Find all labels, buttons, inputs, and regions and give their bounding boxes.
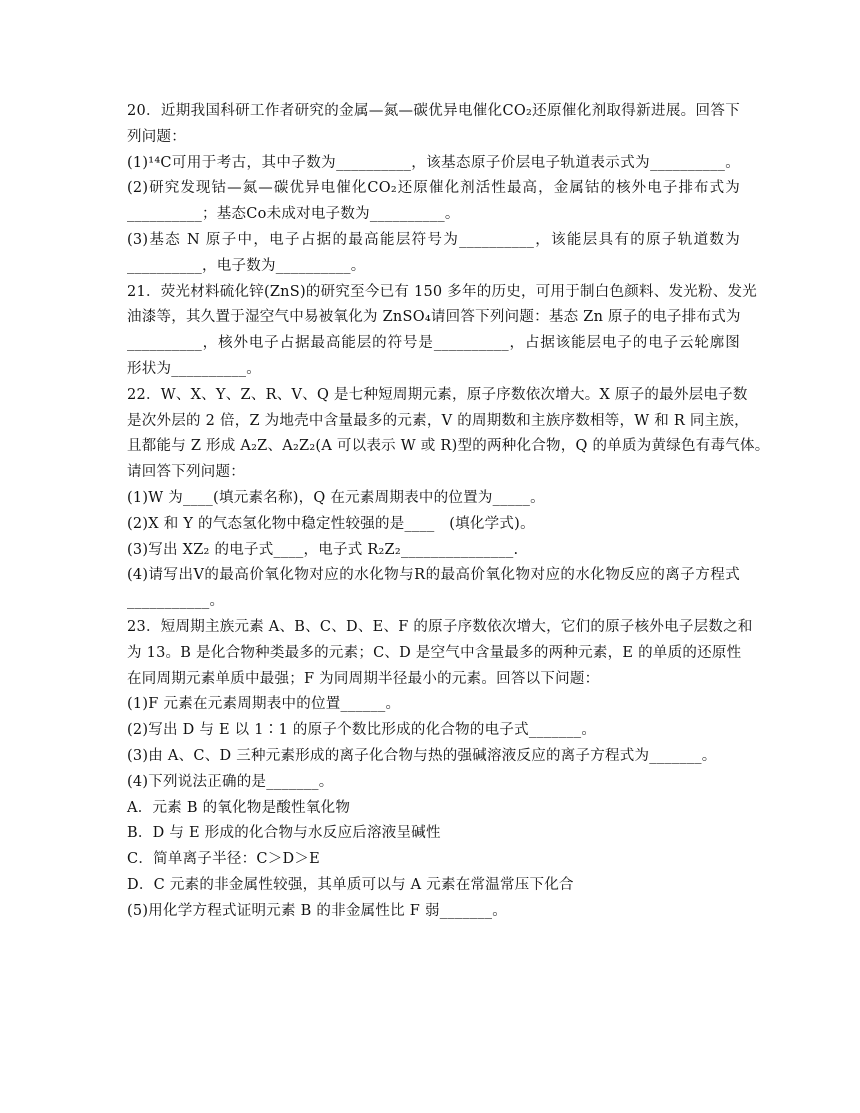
text-line: 22．W、X、Y、Z、R、V、Q 是七种短周期元素，原子序数依次增大。X 原子的最外层电子数 [127, 386, 748, 403]
text-line: (4)请写出V的最高价氧化物对应的水化物与R的最高价氧化物对应的水化物反应的离子方程式 [127, 567, 740, 584]
text-line: 20．近期我国科研工作者研究的金属—氮—碳优异电催化CO₂还原催化剂取得新进展。回答下 [127, 103, 740, 119]
text-line: 为 13。B 是化合物种类最多的元素；C、D 是空气中含量最多的两种元素，E 的单质的还原性 [127, 644, 742, 661]
text-line: 是次外层的 2 倍，Z 为地壳中含量最多的元素，V 的周期数和主族序数相等，W 和 R 同主族， [127, 412, 749, 429]
text-line: 形状为__________。 [127, 360, 261, 377]
text-line: B．D 与 E 形成的化合物与水反应后溶液呈碱性 [127, 825, 441, 842]
text-line: (1)F 元素在元素周期表中的位置______。 [127, 696, 401, 713]
text-line: (3)基态 N 原子中，电子占据的最高能层符号为__________，该能层具有的原子轨道数为 [127, 231, 740, 248]
text-line: (4)下列说法正确的是_______。 [127, 773, 334, 790]
text-line: __________；基态Co未成对电子数为__________。 [127, 206, 460, 223]
text-line: 请回答下列问题： [127, 464, 245, 481]
text-line: 在同周期元素单质中最强；F 为同周期半径最小的元素。回答以下问题： [127, 670, 600, 687]
text-line: C．简单离子半径：C＞D＞E [127, 851, 320, 868]
text-line: (2)写出 D 与 E 以 1∶1 的原子个数比形成的化合物的电子式_______。 [127, 722, 597, 739]
text-line: (2)X 和 Y 的气态氢化物中稳定性较强的是____ (填化学式)。 [127, 515, 535, 532]
text-line: (1)W 为____(填元素名称)，Q 在元素周期表中的位置为_____。 [127, 489, 545, 506]
text-line: (3)写出 XZ₂ 的电子式____，电子式 R₂Z₂_______________. [127, 541, 519, 558]
text-line: 23．短周期主族元素 A、B、C、D、E、F 的原子序数依次增大，它们的原子核外电子层数之和 [127, 618, 753, 635]
text-line: 且都能与 Z 形成 A₂Z、A₂Z₂(A 可以表示 W 或 R)型的两种化合物，Q 的单质为黄绿色有毒气体。 [127, 438, 770, 455]
text-line: 列问题： [127, 128, 186, 145]
text-line: A．元素 B 的氧化物是酸性氧化物 [127, 799, 351, 816]
text-line: (1)¹⁴C可用于考古，其中子数为__________，该基态原子价层电子轨道表示式为__________。 [127, 154, 740, 171]
text-line: ___________。 [127, 593, 225, 610]
text-line: 21．荧光材料硫化锌(ZnS)的研究至今已有 150 多年的历史，可用于制白色颜料、发光粉、发光 [127, 283, 758, 300]
text-line: (2)研究发现钴—氮—碳优异电催化CO₂还原催化剂活性最高，金属钴的核外电子排布式为 [127, 180, 740, 197]
text-line: D．C 元素的非金属性较强，其单质可以与 A 元素在常温常压下化合 [127, 876, 574, 893]
text-line: __________，核外电子占据最高能层的符号是__________，占据该能层电子的电子云轮廓图 [127, 335, 740, 352]
text-line: (3)由 A、C、D 三种元素形成的离子化合物与热的强碱溶液反应的离子方程式为_______。 [127, 747, 717, 764]
text-line: __________，电子数为__________。 [127, 257, 366, 274]
text-line: (5)用化学方程式证明元素 B 的非金属性比 F 弱_______。 [127, 902, 507, 919]
text-line: 油漆等，其久置于湿空气中易被氧化为 ZnSO₄请回答下列问题：基态 Zn 原子的电子排布式为 [127, 309, 741, 326]
